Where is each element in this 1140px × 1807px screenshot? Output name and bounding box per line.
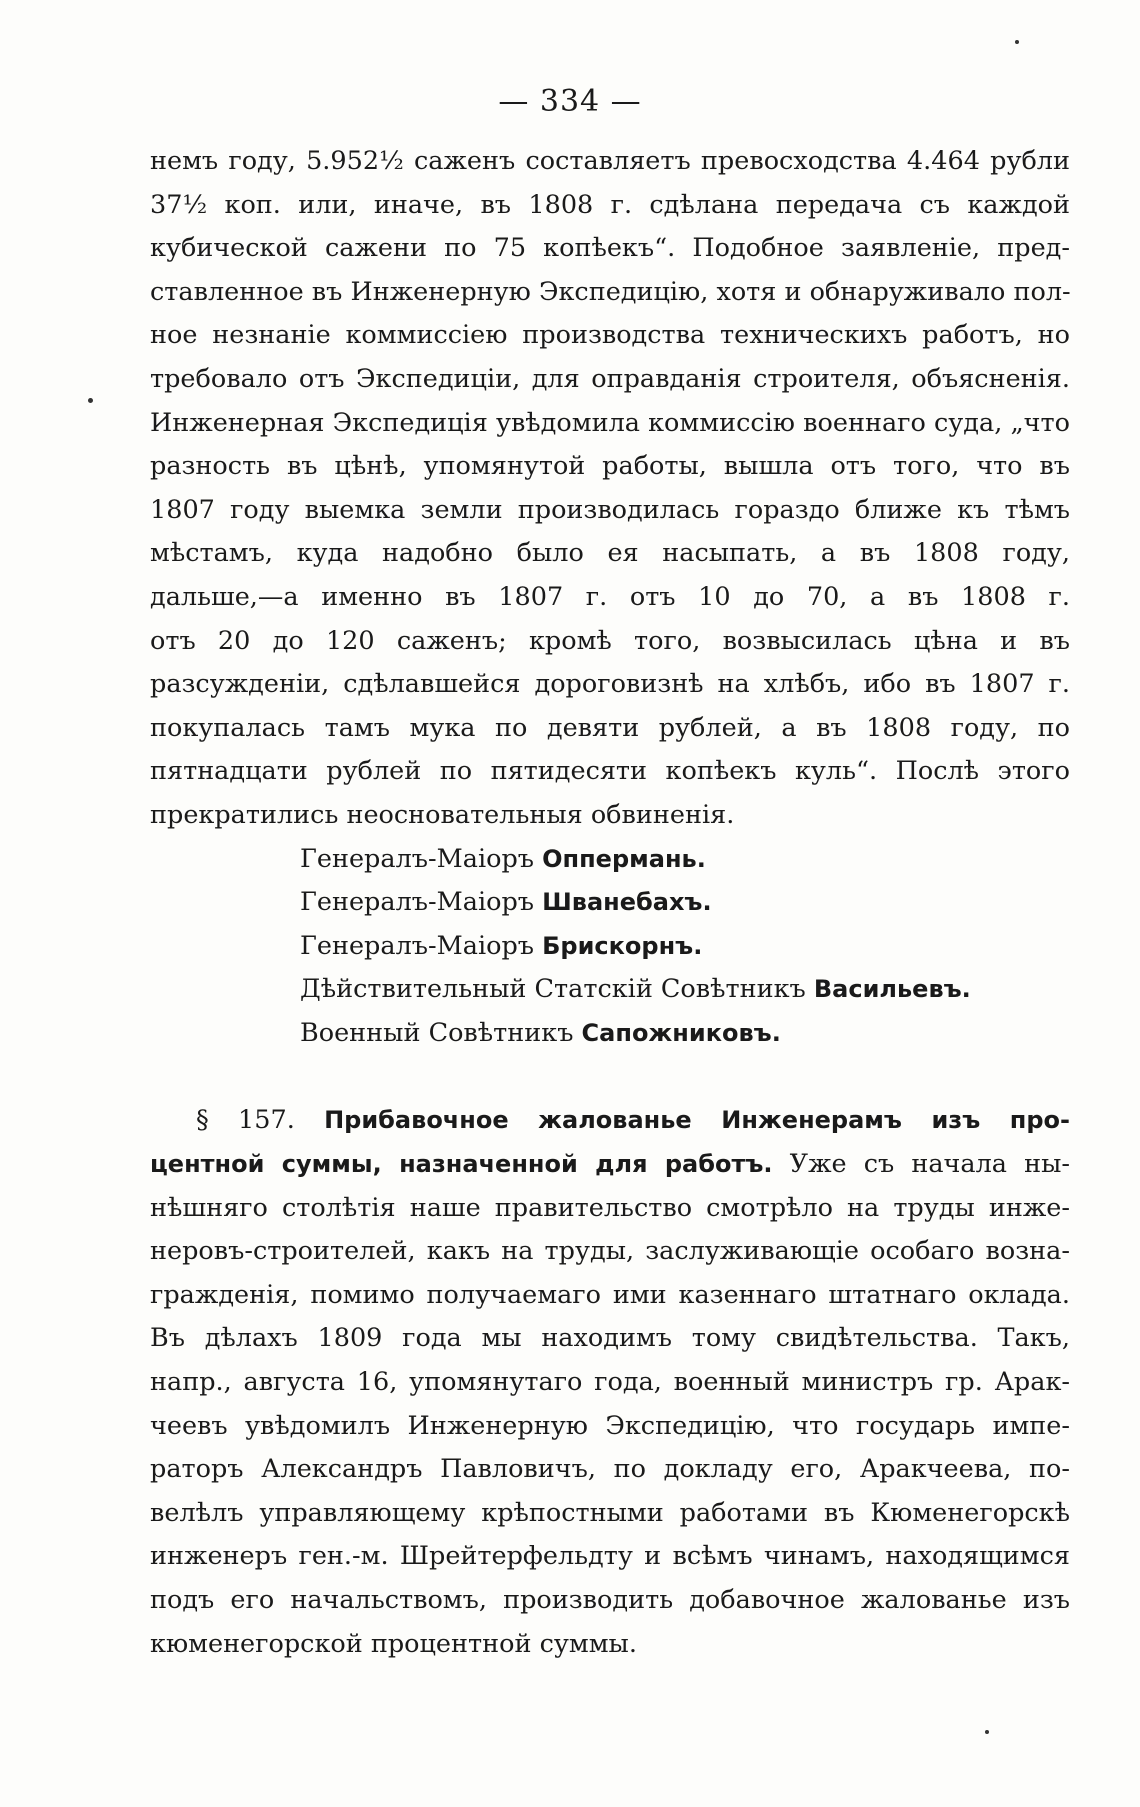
section-157: [150, 1099, 1070, 1666]
text-line: гражденія, помимо получаемаго ими казеннаго штатнаго оклада.: [150, 1279, 1070, 1310]
signature-name: Оппермань.: [542, 844, 706, 873]
signature-line: [150, 968, 1070, 1012]
text-line: немъ году, 5.952½ саженъ составляетъ превосходства 4.464 рубли: [150, 146, 1070, 176]
signature-name: Сапожниковъ.: [581, 1018, 781, 1047]
text-line: 37½ коп. или, иначе, въ 1808 г. сдѣлана передача съ каждой: [150, 189, 1070, 220]
signature-title: Генералъ-Маіоръ: [300, 843, 534, 874]
scan-speck: [1015, 40, 1019, 44]
signature-name: Шванебахъ.: [542, 888, 712, 917]
signature-title: Дѣйствительный Статскій Совѣтникъ: [300, 974, 806, 1005]
page-number: — 334 —: [498, 84, 642, 119]
signature-title: Военный Совѣтникъ: [300, 1017, 574, 1048]
signature-line: [150, 838, 1070, 882]
text-line: требовало отъ Экспедиціи, для оправданія строителя, объясненія.: [150, 363, 1070, 394]
signature-name: Васильевъ.: [813, 975, 971, 1004]
text-line: прекратились неосновательныя обвиненія.: [150, 799, 735, 830]
paragraph-continued: [150, 140, 1070, 838]
section-number: § 157.: [196, 1105, 295, 1136]
text-line: ное незнаніе коммиссіею производства техническихъ работъ, но: [150, 320, 1070, 351]
text-line: покупалась тамъ мука по девяти рублей, а въ 1808 году, по: [150, 712, 1070, 743]
section-heading-line: [150, 1143, 1070, 1187]
signature-name: Брискорнъ.: [542, 931, 703, 960]
text-line: чеевъ увѣдомилъ Инженерную Экспедицію, что государь импе-: [150, 1410, 1070, 1441]
section-heading-line: [150, 1099, 1070, 1143]
signature-title: Генералъ-Маіоръ: [300, 930, 534, 961]
section-heading: Прибавочное жалованье Инженерамъ изъ про-: [324, 1106, 1071, 1135]
text-fragment: Уже съ начала ны-: [789, 1149, 1071, 1180]
text-line: раторъ Александръ Павловичъ, по докладу его, Аракчеева, по-: [150, 1454, 1070, 1485]
signature-line: [150, 881, 1070, 925]
text-line: Въ дѣлахъ 1809 года мы находимъ тому свидѣтельства. Такъ,: [150, 1323, 1070, 1354]
text-line: подъ его начальствомъ, производить добавочное жалованье изъ: [150, 1585, 1070, 1615]
text-line: разность въ цѣнѣ, упомянутой работы, вышла отъ того, что въ: [150, 451, 1070, 482]
signatures: [150, 838, 1070, 1056]
text-line: нѣшняго столѣтія наше правительство смотрѣло на труды инже-: [150, 1192, 1070, 1223]
text-line: кубической сажени по 75 копѣекъ“. Подобное заявленіе, пред-: [150, 233, 1070, 264]
scan-speck: [985, 1730, 989, 1734]
text-line: неровъ-строителей, какъ на труды, заслуживающіе особаго возна-: [150, 1236, 1070, 1267]
text-line: 1807 году выемка земли производилась гораздо ближе къ тѣмъ: [150, 494, 1070, 525]
scan-speck: [88, 398, 93, 403]
text-line: дальше,—а именно въ 1807 г. отъ 10 до 70, а въ 1808 г.: [150, 581, 1070, 612]
text-line: ставленное въ Инженерную Экспедицію, хотя и обнаруживало пол-: [150, 276, 1071, 307]
text-line: велѣлъ управляющему крѣпостными работами въ Кюменегорскѣ: [150, 1497, 1070, 1528]
text-line: кюменегорской процентной суммы.: [150, 1628, 637, 1659]
page-body: [150, 140, 1070, 1666]
text-line: разсужденіи, сдѣлавшейся дороговизнѣ на хлѣбъ, ибо въ 1807 г.: [150, 669, 1070, 700]
text-line: пятнадцати рублей по пятидесяти копѣекъ куль“. Послѣ этого: [150, 756, 1070, 787]
text-line: инженеръ ген.-м. Шрейтерфельдту и всѣмъ чинамъ, находящимся: [150, 1541, 1070, 1572]
text-line: Инженерная Экспедиція увѣдомила коммиссію военнаго суда, „что: [150, 407, 1070, 438]
signature-line: [150, 1012, 1070, 1056]
signature-line: [150, 925, 1070, 969]
signature-title: Генералъ-Маіоръ: [300, 887, 534, 918]
text-line: мѣстамъ, куда надобно было ея насыпать, а въ 1808 году,: [150, 538, 1070, 569]
text-line: отъ 20 до 120 саженъ; кромѣ того, возвысилась цѣна и въ: [150, 625, 1070, 656]
section-heading: центной суммы, назначенной для работъ.: [150, 1150, 773, 1179]
text-line: напр., августа 16, упомянутаго года, военный министръ гр. Арак-: [150, 1367, 1070, 1398]
